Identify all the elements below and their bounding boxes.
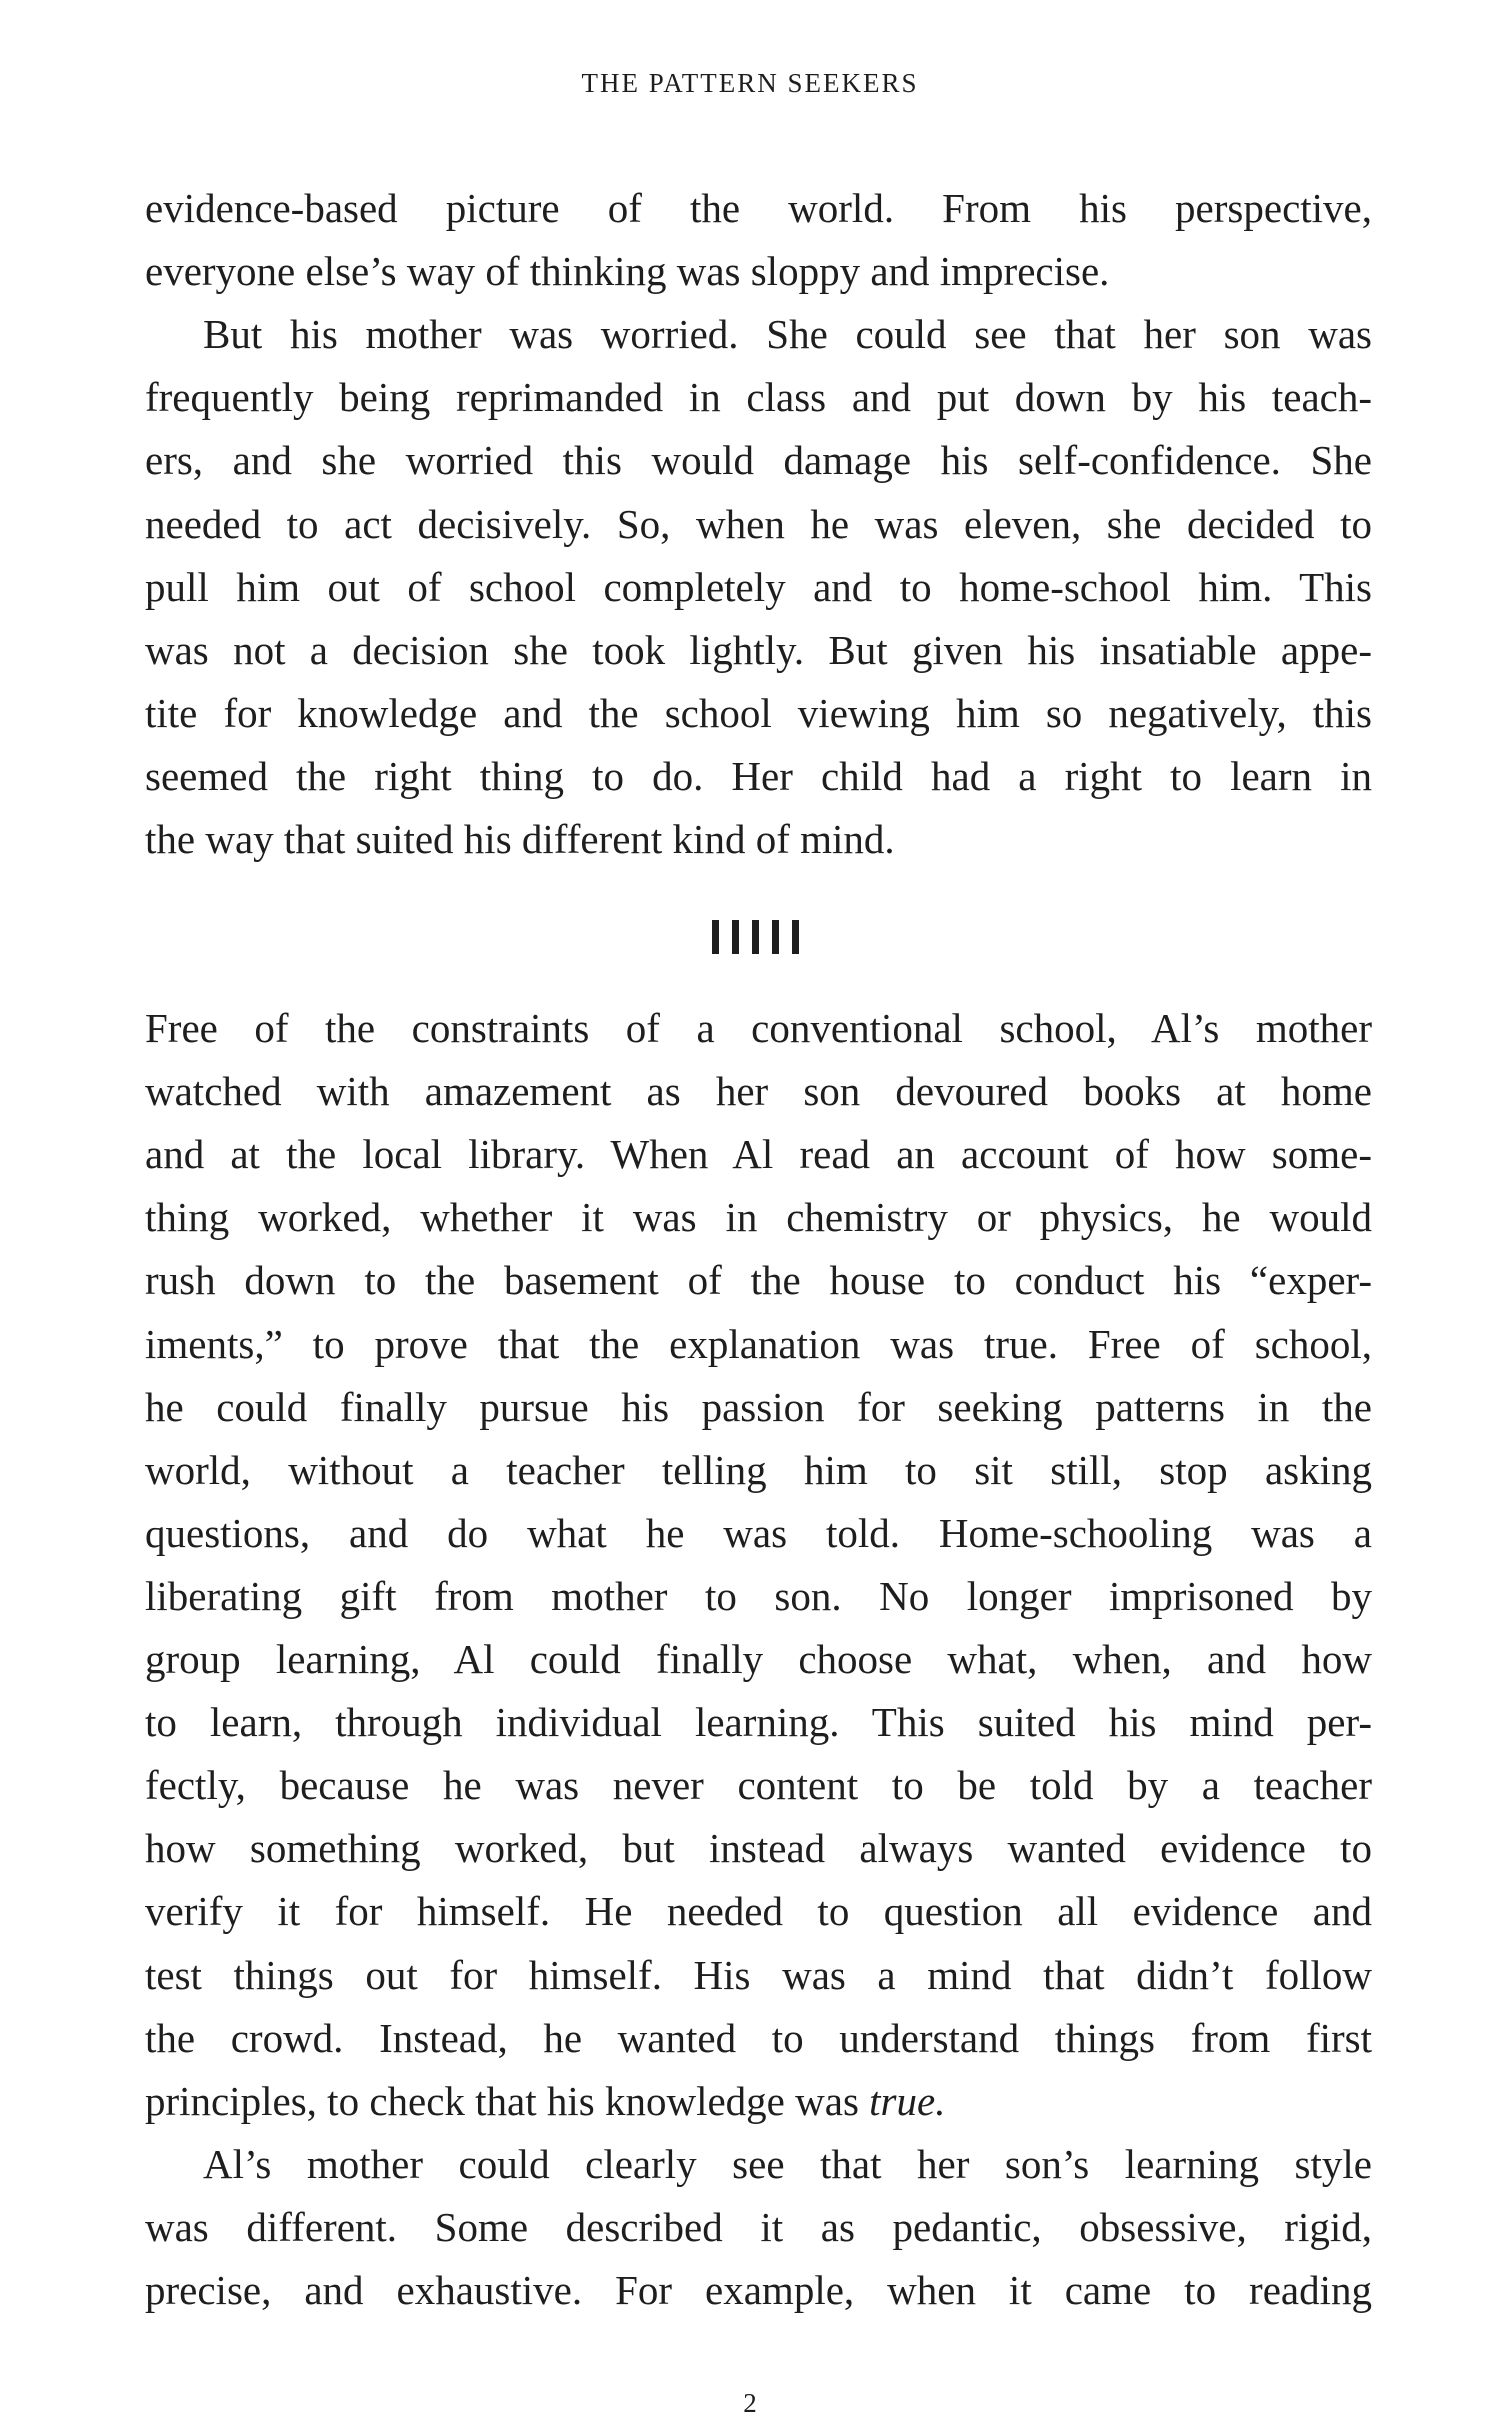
text-line [145,1192,1372,1242]
text-line [145,1571,1372,1621]
text-line-content: rush down to the basement of the house to conduct his “exper- [145,1257,1372,1304]
text-line-content: questions, and do what he was told. Home-schooling was a [145,1509,1372,1556]
text-line-content: iments,” to prove that the explanation was true. Free of school, [145,1320,1372,1367]
text-line-content: pull him out of school completely and to home-school him. This [145,563,1372,610]
text-line [145,183,1372,233]
text-line [145,1886,1372,1936]
text-line-content: everyone else’s way of thinking was sloppy and imprecise. [145,248,1110,295]
text-line [145,1003,1372,1053]
text-line [145,309,1372,359]
text-line [145,246,1372,296]
text-line [145,814,1372,864]
text-line-content: to learn, through individual learning. This suited his mind per- [145,1699,1372,1746]
text-line [145,1255,1372,1305]
text-line-content: liberating gift from mother to son. No longer imprisoned by [145,1572,1372,1619]
text-line [145,625,1372,675]
text-line [145,1508,1372,1558]
text-line-content: needed to act decisively. So, when he was eleven, she decided to [145,500,1372,547]
text-line [145,688,1372,738]
text-line-content: he could finally pursue his passion for seeking patterns in the [145,1383,1372,1430]
text-line [145,1319,1372,1369]
text-line [145,435,1372,485]
text-line-content: watched with amazement as her son devoured books at home [145,1068,1372,1115]
text-line [145,1066,1372,1116]
running-header: THE PATTERN SEEKERS [581,68,919,98]
text-line-content: fectly, because he was never content to be told by a teacher [145,1762,1372,1809]
text-line [145,751,1372,801]
text-line-content: group learning, Al could finally choose what, when, and how [145,1636,1372,1682]
text-line [145,1382,1372,1432]
text-line [145,2139,1372,2189]
text-line [145,2013,1372,2063]
text-line-content: Al’s mother could clearly see that her son’s learning style [203,2140,1372,2187]
text-line [145,2265,1372,2315]
text-line [145,1445,1372,1495]
text-line-content: principles, to check that his knowledge was [145,2077,870,2124]
text-line-content: precise, and exhaustive. For example, when it came to reading [145,2267,1372,2313]
text-line [145,562,1372,612]
text-line-content: Free of the constraints of a conventional school, Al’s mother [145,1005,1372,1051]
page-number: 2 [743,2388,757,2418]
text-line-content: how something worked, but instead always wanted evidence to [145,1825,1372,1872]
text-line [145,1129,1372,1179]
text-line-content: evidence-based picture of the world. From his perspective, [145,185,1372,231]
text-line-content: test things out for himself. His was a mind that didn’t follow [145,1951,1372,1998]
text-line [145,1823,1372,1873]
text-line [145,372,1372,422]
text-line-content: tite for knowledge and the school viewing him so negatively, this [145,689,1372,736]
text-line [145,1697,1372,1747]
text-line-content: verify it for himself. He needed to question all evidence and [145,1888,1372,1935]
text-line [145,2202,1372,2252]
text-line-content: frequently being reprimanded in class and put down by his teach- [145,374,1372,421]
text-line-content: the crowd. Instead, he wanted to understand things from first [145,2014,1372,2061]
text-line-content: was different. Some described it as pedantic, obsessive, rigid, [145,2203,1372,2250]
emphasis-text: true. [869,2077,946,2124]
text-line-content: the way that suited his different kind of mind. [145,816,895,862]
text-line [145,1634,1372,1684]
text-line [145,1950,1372,2000]
text-line-content: thing worked, whether it was in chemistry or physics, he would [145,1194,1372,1241]
text-line-content: seemed the right thing to do. Her child had a right to learn in [145,752,1372,799]
text-line-content: ers, and she worried this would damage his self-confidence. She [145,437,1372,484]
section-break-ornament [712,920,799,954]
text-line-content: and at the local library. When Al read an account of how some- [145,1131,1372,1178]
text-line [145,2076,1372,2126]
text-line [145,499,1372,549]
text-line-content: was not a decision she took lightly. But given his insatiable appe- [145,626,1372,673]
text-line [145,1760,1372,1810]
text-line-content: But his mother was worried. She could see that her son was [203,311,1372,358]
text-line-content: world, without a teacher telling him to sit still, stop asking [145,1446,1372,1493]
